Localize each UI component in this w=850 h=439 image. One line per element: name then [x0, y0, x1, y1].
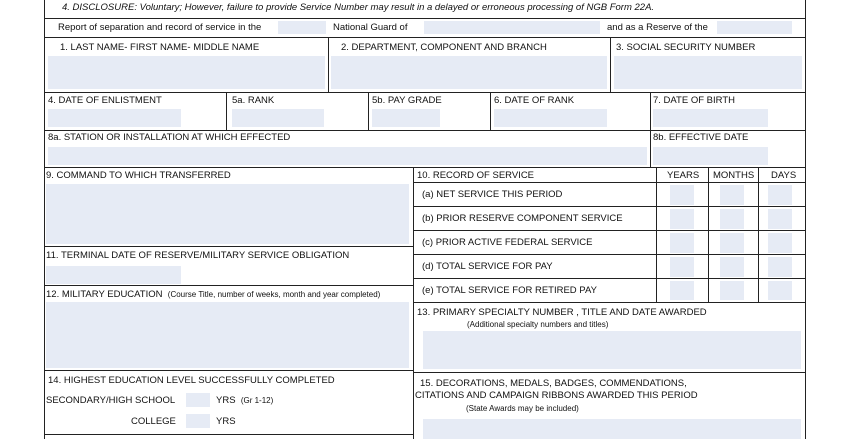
divider	[44, 130, 806, 131]
disclosure-text: 4. DISCLOSURE: Voluntary; However, failure to provide Service Number may result in a delayed or erroneous processing of NGB Form 22A.	[62, 2, 655, 13]
total-pay-days-field[interactable]	[768, 257, 792, 277]
prior-active-days-field[interactable]	[768, 233, 792, 253]
pay-grade-field[interactable]	[372, 109, 440, 127]
divider	[44, 370, 414, 371]
divider	[413, 372, 806, 373]
divider	[44, 167, 806, 168]
divider	[758, 167, 759, 302]
report-prefix-label: Report of separation and record of service in the	[58, 22, 262, 33]
record-row-label: (e) TOTAL SERVICE FOR RETIRED PAY	[422, 285, 597, 296]
net-service-months-field[interactable]	[720, 185, 744, 205]
divider	[650, 92, 651, 130]
college-label: COLLEGE	[131, 416, 176, 427]
terminal-date-label: 11. TERMINAL DATE OF RESERVE/MILITARY SERVICE OBLIGATION	[46, 250, 350, 261]
national-guard-label: National Guard of	[333, 22, 408, 33]
total-pay-years-field[interactable]	[670, 257, 694, 277]
ssn-field[interactable]	[614, 56, 802, 89]
divider	[650, 130, 651, 168]
divider	[368, 92, 369, 130]
divider	[413, 302, 806, 303]
divider	[44, 246, 414, 247]
rank-field[interactable]	[232, 109, 324, 127]
divider	[44, 285, 414, 286]
command-field[interactable]	[46, 184, 409, 244]
decorations-label-2: CITATIONS AND CAMPAIGN RIBBONS AWARDED THIS PERIOD	[415, 390, 698, 401]
decorations-label-1: 15. DECORATIONS, MEDALS, BADGES, COMMENDATIONS,	[420, 378, 687, 389]
record-row-label: (a) NET SERVICE THIS PERIOD	[422, 189, 563, 200]
birth-field[interactable]	[653, 109, 768, 127]
retired-pay-months-field[interactable]	[720, 281, 744, 300]
divider	[413, 167, 414, 439]
state-field[interactable]	[424, 21, 600, 34]
divider	[656, 167, 657, 302]
education-label: 14. HIGHEST EDUCATION LEVEL SUCCESSFULLY COMPLETED	[48, 375, 335, 386]
birth-label: 7. DATE OF BIRTH	[653, 95, 735, 106]
right-border	[805, 0, 806, 439]
date-of-rank-label: 6. DATE OF RANK	[494, 95, 575, 106]
mil-edu-label	[46, 289, 380, 300]
prior-reserve-days-field[interactable]	[768, 209, 792, 229]
secondary-years-field[interactable]	[186, 393, 210, 407]
college-yrs-label: YRS	[216, 416, 236, 427]
divider	[413, 206, 806, 207]
retired-pay-days-field[interactable]	[768, 281, 792, 300]
specialty-field[interactable]	[423, 331, 801, 369]
divider	[44, 434, 414, 435]
divider	[44, 37, 806, 38]
record-title: 10. RECORD OF SERVICE	[417, 170, 535, 181]
total-pay-months-field[interactable]	[720, 257, 744, 277]
prior-reserve-years-field[interactable]	[670, 209, 694, 229]
divider	[413, 278, 806, 279]
secondary-yrs-label	[216, 395, 273, 406]
station-label: 8a. STATION OR INSTALLATION AT WHICH EFFECTED	[48, 132, 291, 143]
divider	[610, 37, 611, 92]
decorations-note: (State Awards may be included)	[466, 404, 579, 413]
mil-edu-field[interactable]	[46, 302, 409, 368]
record-row-label: (b) PRIOR RESERVE COMPONENT SERVICE	[422, 213, 623, 224]
ssn-label: 3. SOCIAL SECURITY NUMBER	[616, 42, 756, 53]
effective-date-label: 8b. EFFECTIVE DATE	[653, 132, 749, 143]
divider	[413, 182, 806, 183]
decorations-field[interactable]	[423, 419, 801, 439]
command-label: 9. COMMAND TO WHICH TRANSFERRED	[46, 170, 231, 181]
yrs-text: YRS	[216, 395, 236, 406]
net-service-years-field[interactable]	[670, 185, 694, 205]
college-years-field[interactable]	[186, 414, 210, 428]
department-label: 2. DEPARTMENT, COMPONENT AND BRANCH	[341, 42, 547, 53]
divider	[708, 167, 709, 302]
station-field[interactable]	[48, 147, 647, 165]
specialty-label: 13. PRIMARY SPECIALTY NUMBER , TITLE AND DATE AWARDED	[417, 307, 707, 318]
department-field[interactable]	[331, 56, 607, 89]
divider	[226, 92, 227, 130]
reserve-label: and as a Reserve of the	[607, 22, 708, 33]
specialty-note: (Additional specialty numbers and titles)	[467, 320, 609, 329]
years-column-header: YEARS	[667, 170, 700, 181]
reserve-of-field[interactable]	[717, 21, 792, 34]
divider	[413, 254, 806, 255]
divider	[44, 18, 806, 19]
name-label: 1. LAST NAME- FIRST NAME- MIDDLE NAME	[60, 42, 260, 53]
retired-pay-years-field[interactable]	[670, 281, 694, 300]
prior-reserve-months-field[interactable]	[720, 209, 744, 229]
record-row-label: (d) TOTAL SERVICE FOR PAY	[422, 261, 553, 272]
grade-note: (Gr 1-12)	[240, 396, 274, 405]
rank-label: 5a. RANK	[232, 95, 275, 106]
divider	[490, 92, 491, 130]
effective-date-field[interactable]	[653, 147, 768, 165]
terminal-date-field[interactable]	[46, 266, 181, 284]
prior-active-years-field[interactable]	[670, 233, 694, 253]
months-column-header: MONTHS	[713, 170, 755, 181]
date-of-rank-field[interactable]	[494, 109, 607, 127]
component-field[interactable]	[278, 21, 326, 34]
net-service-days-field[interactable]	[768, 185, 792, 205]
pay-grade-label: 5b. PAY GRADE	[372, 95, 442, 106]
name-field[interactable]	[48, 56, 325, 89]
divider	[44, 92, 806, 93]
days-column-header: DAYS	[771, 170, 797, 181]
mil-edu-title: 12. MILITARY EDUCATION	[46, 289, 163, 300]
secondary-label: SECONDARY/HIGH SCHOOL	[46, 395, 176, 406]
mil-edu-note: (Course Title, number of weeks, month and year completed)	[167, 290, 381, 299]
prior-active-months-field[interactable]	[720, 233, 744, 253]
divider	[328, 37, 329, 92]
record-row-label: (c) PRIOR ACTIVE FEDERAL SERVICE	[422, 237, 593, 248]
divider	[413, 230, 806, 231]
enlistment-field[interactable]	[48, 109, 181, 127]
enlistment-label: 4. DATE OF ENLISTMENT	[48, 95, 162, 106]
left-border	[44, 0, 45, 439]
